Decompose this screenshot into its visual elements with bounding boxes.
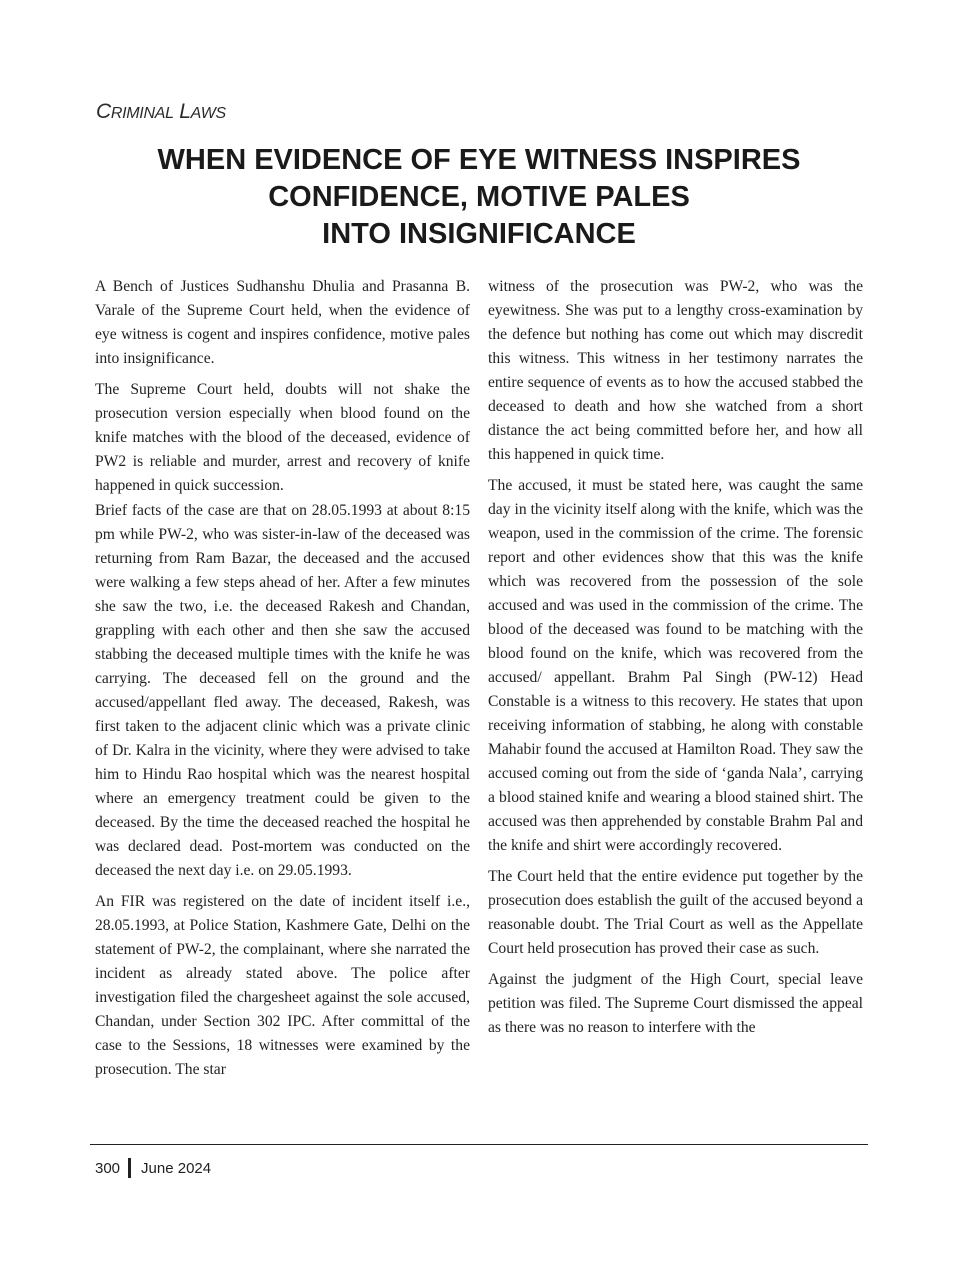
article-title <box>80 142 878 253</box>
footer-divider <box>90 1144 868 1145</box>
section-label-initial-2: L <box>179 100 191 123</box>
paragraph: witness of the prosecution was PW-2, who was the eyewitness. She was put to a lengthy cross-examination by the defence but nothing has come out which may discredit this witness. This witness in her testimony narrates the entire sequence of events as to how the accused stabbed the deceased to death and how she watched from a short distance the act being committed before her, and how all this happened in quick time. <box>488 278 863 463</box>
footer-separator <box>128 1158 131 1178</box>
section-label-rest-2: AWS <box>190 105 226 122</box>
left-column <box>95 275 470 1089</box>
paragraph: The accused, it must be stated here, was caught the same day in the vicinity itself along with the knife, which was the weapon, used in the commission of the crime. The forensic report and other evidences show that this was the knife which was recovered from the possession of the sole accused and was used in the commission of the crime. The blood of the deceased was found to be matching with the blood found on the knife, which was recovered from the accused/ appellant. Brahm Pal Singh (PW-12) Head Constable is a witness to this recovery. He states that upon receiving information of stabbing, he along with constable Mahabir found the accused at Hamilton Road. They saw the accused coming out from the side of ‘ganda Nala’, carrying a blood stained knife and wearing a blood stained shirt. The accused was then apprehended by constable Brahm Pal and the knife and shirt were accordingly recovered. <box>488 477 863 854</box>
section-label-initial-1: C <box>96 100 111 123</box>
title-line-1: WHEN EVIDENCE OF EYE WITNESS INSPIRES <box>157 144 801 176</box>
section-label-rest-1: RIMINAL <box>110 105 174 122</box>
page-number: 300 <box>95 1159 121 1177</box>
paragraph: The Supreme Court held, doubts will not shake the prosecution version especially when blood found on the knife matches with the blood of the deceased, evidence of PW2 is reliable and murder, arrest and recovery of knife happened in quick succession. <box>95 381 470 494</box>
paragraph: Against the judgment of the High Court, special leave petition was filed. The Supreme Court dismissed the appeal as there was no reason to interfere with the <box>488 971 863 1036</box>
title-line-3: INTO INSIGNIFICANCE <box>322 218 636 250</box>
paragraph: Brief facts of the case are that on 28.05.1993 at about 8:15 pm while PW-2, who was sister-in-law of the deceased was returning from Ram Bazar, the deceased and the accused were walking a few steps ahead of her. After a few minutes she saw the two, i.e. the deceased Rakesh and Chandan, grappling with each other and then she saw the accused stabbing the deceased multiple times with the knife he was carrying. The deceased fell on the ground and the accused/appellant fled away. The deceased, Rakesh, was first taken to the adjacent clinic which was a private clinic of Dr. Kalra in the vicinity, where they were advised to take him to Hindu Rao hospital which was the nearest hospital where an emergency treatment could be given to the deceased. By the time the deceased reached the hospital he was declared dead. Post-mortem was conducted on the deceased the next day i.e. on 29.05.1993. <box>95 502 470 879</box>
issue-date: June 2024 <box>141 1159 212 1177</box>
right-column <box>488 275 863 1047</box>
paragraph: The Court held that the entire evidence put together by the prosecution does establish the guilt of the accused beyond a reasonable doubt. The Trial Court as well as the Appellate Court held prosecution has proved their case as such. <box>488 868 863 957</box>
paragraph: An FIR was registered on the date of incident itself i.e., 28.05.1993, at Police Station, Kashmere Gate, Delhi on the statement of PW-2, the complainant, where she narrated the incident as already stated above. The police after investigation filed the chargesheet against the sole accused, Chandan, under Section 302 IPC. After committal of the case to the Sessions, 18 witnesses were examined by the prosecution. The star <box>95 893 470 1078</box>
section-label <box>96 100 226 124</box>
paragraph: A Bench of Justices Sudhanshu Dhulia and Prasanna B. Varale of the Supreme Court held, when the evidence of eye witness is cogent and inspires confidence, motive pales into insignificance. <box>95 278 470 367</box>
title-line-2: CONFIDENCE, MOTIVE PALES <box>268 181 690 213</box>
page-footer <box>95 1158 211 1178</box>
